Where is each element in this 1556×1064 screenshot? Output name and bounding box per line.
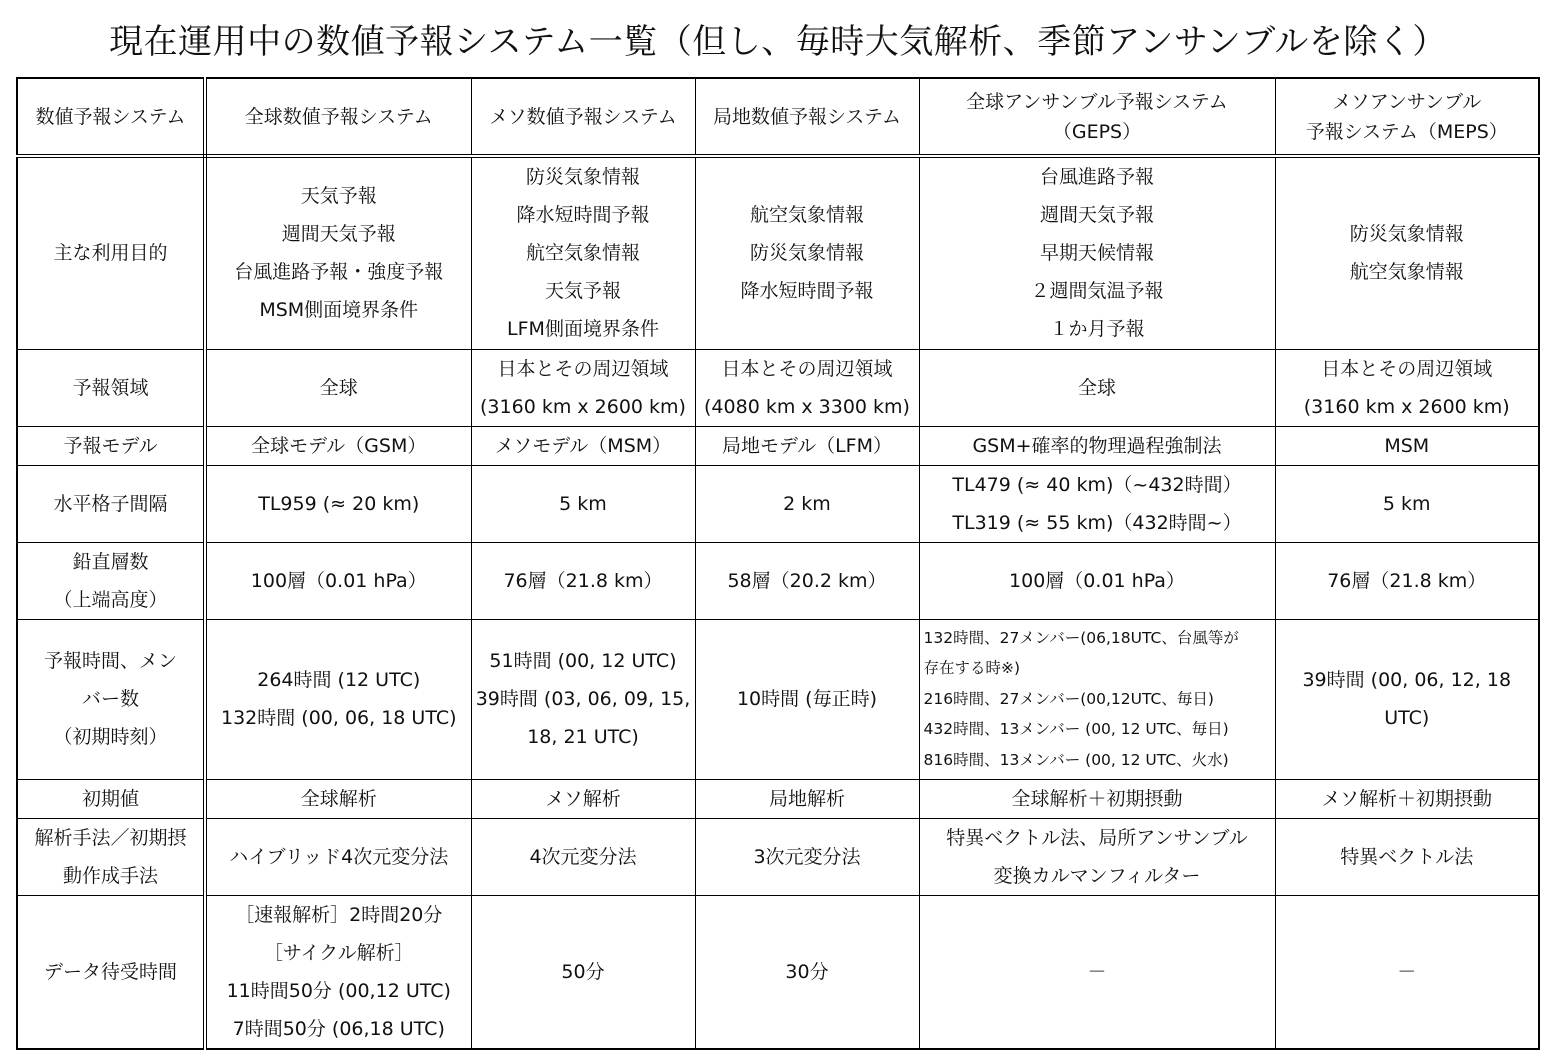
cell-meso-line: 航空気象情報 [525, 242, 640, 265]
cell-meps-line: メソ解析＋初期摂動 [1321, 787, 1492, 810]
row-label-cell [17, 895, 205, 1049]
cell-meso-line: (3160 km x 2600 km) [480, 395, 686, 418]
row-label-cell-line: 鉛直層数 [72, 550, 149, 573]
cell-meso-line: 18, 21 UTC) [527, 726, 639, 748]
cell-meso [471, 156, 695, 349]
cell-local-line: (4080 km x 3300 km) [704, 395, 910, 418]
cell-geps-line: 216時間、27メンバー(00,12UTC、毎日) [923, 689, 1214, 708]
cell-local-line: 防災気象情報 [749, 242, 864, 265]
table-row [17, 156, 1539, 349]
row-label-cell-line: 水平格子間隔 [53, 492, 168, 515]
cell-global-line: 全球解析 [300, 787, 377, 810]
cell-geps [919, 542, 1275, 619]
cell-global [205, 895, 471, 1049]
cell-local-line: 30分 [785, 960, 829, 983]
row-label-cell-line: 予報モデル [63, 434, 158, 457]
cell-geps [919, 465, 1275, 542]
cell-meso-line: 天気予報 [544, 280, 621, 303]
cell-geps-line: 早期天候情報 [1039, 242, 1154, 265]
cell-meso-line: 降水短時間予報 [516, 204, 650, 227]
cell-geps-line: 変換カルマンフィルター [993, 864, 1201, 887]
cell-geps-line: GSM+確率的物理過程強制法 [972, 434, 1222, 457]
cell-geps [919, 156, 1275, 349]
row-label-cell-line: 主な利用目的 [53, 242, 168, 265]
cell-meso [471, 465, 695, 542]
cell-geps-line: 全球解析＋初期摂動 [1011, 787, 1183, 810]
page-title: 現在運用中の数値予報システム一覧（但し、毎時大気解析、季節アンサンブルを除く） [109, 22, 1447, 62]
cell-geps-line: 台風進路予報 [1039, 166, 1154, 189]
cell-geps-line: － [1087, 960, 1107, 983]
cell-meps [1275, 895, 1539, 1049]
header-cell-global-line: 全球数値予報システム [244, 105, 433, 128]
cell-local [695, 156, 919, 349]
cell-global-line: 台風進路予報・強度予報 [234, 261, 444, 284]
cell-local-line: 58層（20.2 km） [727, 569, 887, 592]
cell-local-line: 局地解析 [768, 787, 845, 810]
row-label-cell-line: （上端高度） [53, 588, 168, 611]
cell-meps [1275, 818, 1539, 895]
cell-meso-line: 76層（21.8 km） [503, 569, 663, 592]
nwp-system-table [16, 77, 1540, 1050]
cell-meso [471, 779, 695, 818]
cell-global [205, 779, 471, 818]
cell-geps-line: 週間天気予報 [1039, 204, 1154, 227]
cell-meso-line: 日本とその周辺領域 [497, 357, 669, 380]
cell-global-line: TL959 (≈ 20 km) [258, 492, 420, 515]
row-label-cell-line: 動作成手法 [62, 864, 158, 887]
cell-geps-line: TL319 (≈ 55 km)（432時間~） [952, 511, 1242, 534]
cell-meps-line: MSM [1384, 434, 1430, 457]
cell-meps [1275, 426, 1539, 465]
cell-local-line: 10時間 (毎正時) [736, 688, 878, 710]
cell-meps-line: 5 km [1382, 492, 1431, 515]
cell-meso [471, 818, 695, 895]
header-cell-geps-line: 全球アンサンブル予報システム [966, 90, 1228, 113]
table-row [17, 818, 1539, 895]
cell-geps-line: 特異ベクトル法、局所アンサンブル [946, 826, 1248, 849]
header-cell-global [205, 78, 471, 156]
cell-meso [471, 349, 695, 426]
cell-local [695, 818, 919, 895]
cell-meps-line: 39時間 (00, 06, 12, 18 [1302, 669, 1512, 691]
row-label-cell-line: データ待受時間 [43, 960, 177, 983]
cell-meps-line: 特異ベクトル法 [1340, 845, 1474, 868]
table-row [17, 779, 1539, 818]
cell-global [205, 818, 471, 895]
table-row [17, 542, 1539, 619]
cell-meso-line: 39時間 (03, 06, 09, 15, [475, 688, 691, 710]
cell-meps-line: UTC) [1384, 707, 1430, 729]
cell-meso-line: 50分 [561, 960, 605, 983]
cell-meso-line: 5 km [559, 492, 607, 515]
cell-meso [471, 619, 695, 779]
cell-geps [919, 349, 1275, 426]
cell-meps-line: － [1397, 960, 1417, 983]
row-label-cell [17, 542, 205, 619]
cell-meps [1275, 465, 1539, 542]
cell-geps-line: 432時間、13メンバー (00, 12 UTC、毎日) [923, 720, 1229, 739]
header-cell-meps-line: 予報システム（MEPS） [1305, 120, 1508, 143]
cell-local-line: 航空気象情報 [749, 204, 864, 227]
cell-geps-line: 816時間、13メンバー (00, 12 UTC、火水) [923, 750, 1229, 769]
header-row [17, 78, 1539, 156]
cell-meso-line: 51時間 (00, 12 UTC) [489, 650, 677, 672]
cell-global-line: 全球 [319, 376, 358, 399]
header-cell-geps-line: （GEPS） [1052, 120, 1142, 143]
cell-meso [471, 426, 695, 465]
header-cell-meps-line: メソアンサンブル [1332, 90, 1482, 113]
cell-local-line: 3次元変分法 [753, 845, 861, 868]
cell-meso-line: メソモデル（MSM） [494, 434, 672, 457]
cell-geps [919, 619, 1275, 779]
table-row [17, 349, 1539, 426]
cell-meso-line: メソ解析 [545, 787, 621, 810]
cell-local [695, 542, 919, 619]
cell-geps [919, 779, 1275, 818]
cell-global-line: 264時間 (12 UTC) [257, 669, 421, 691]
cell-meps [1275, 349, 1539, 426]
cell-meps-line: 76層（21.8 km） [1327, 569, 1487, 592]
cell-meso [471, 895, 695, 1049]
cell-global-line: 132時間 (00, 06, 18 UTC) [220, 707, 457, 729]
cell-geps [919, 426, 1275, 465]
cell-meps [1275, 779, 1539, 818]
cell-meso-line: 防災気象情報 [525, 166, 640, 189]
cell-global-line: MSM側面境界条件 [259, 299, 419, 322]
cell-geps-line: 存在する時※) [923, 659, 1021, 678]
header-cell-local-line: 局地数値予報システム [712, 105, 902, 128]
table-row [17, 895, 1539, 1049]
cell-geps-line: 132時間、27メンバー(06,18UTC、台風等が [923, 628, 1239, 647]
cell-meps-line: 航空気象情報 [1349, 261, 1464, 284]
cell-geps-line: TL479 (≈ 40 km)（~432時間） [952, 473, 1242, 496]
cell-meso [471, 542, 695, 619]
row-label-cell [17, 779, 205, 818]
cell-local-line: 2 km [783, 492, 831, 515]
header-cell-local [695, 78, 919, 156]
cell-meps-line: (3160 km x 2600 km) [1303, 395, 1510, 418]
cell-geps-line: 全球 [1077, 376, 1116, 399]
cell-global [205, 542, 471, 619]
header-cell-meso-line: メソ数値予報システム [489, 105, 677, 128]
cell-global-line: ［速報解析］2時間20分 [235, 903, 443, 926]
cell-geps-line: 100層（0.01 hPa） [1009, 569, 1185, 592]
cell-meps-line: 防災気象情報 [1349, 223, 1464, 246]
table-row [17, 465, 1539, 542]
row-label-cell [17, 818, 205, 895]
row-label-cell [17, 465, 205, 542]
cell-global-line: ［サイクル解析］ [263, 941, 414, 964]
cell-global [205, 426, 471, 465]
cell-global [205, 349, 471, 426]
cell-local [695, 895, 919, 1049]
row-label-cell [17, 349, 205, 426]
cell-global-line: 11時間50分 (00,12 UTC) [226, 979, 451, 1002]
cell-global [205, 619, 471, 779]
cell-meps [1275, 156, 1539, 349]
cell-global-line: 7時間50分 (06,18 UTC) [232, 1017, 445, 1040]
cell-global-line: 100層（0.01 hPa） [250, 569, 427, 592]
cell-local [695, 779, 919, 818]
row-label-cell-line: 解析手法／初期摂 [34, 826, 187, 849]
cell-local [695, 349, 919, 426]
cell-global-line: 週間天気予報 [281, 223, 396, 246]
cell-local-line: 降水短時間予報 [740, 280, 874, 303]
cell-global [205, 465, 471, 542]
cell-local [695, 426, 919, 465]
cell-global-line: ハイブリッド4次元変分法 [229, 845, 449, 868]
cell-meps [1275, 619, 1539, 779]
header-cell-meso [471, 78, 695, 156]
cell-global-line: 天気予報 [300, 185, 377, 208]
cell-global [205, 156, 471, 349]
cell-geps [919, 895, 1275, 1049]
row-label-cell-line: 予報時間、メン [43, 650, 177, 672]
cell-meso-line: LFM側面境界条件 [507, 318, 659, 341]
cell-local-line: 日本とその周辺領域 [721, 357, 893, 380]
cell-meps [1275, 542, 1539, 619]
row-label-cell [17, 426, 205, 465]
row-label-cell-line: （初期時刻） [53, 726, 168, 748]
cell-global-line: 全球モデル（GSM） [251, 434, 427, 457]
row-label-cell [17, 619, 205, 779]
table-row [17, 426, 1539, 465]
cell-local [695, 465, 919, 542]
header-cell-geps [919, 78, 1275, 156]
cell-local [695, 619, 919, 779]
cell-geps-line: １か月予報 [1049, 318, 1145, 341]
header-label-cell [17, 78, 205, 156]
cell-local-line: 局地モデル（LFM） [722, 434, 892, 457]
row-label-cell [17, 156, 205, 349]
header-label-cell-line: 数値予報システム [35, 105, 186, 128]
cell-geps [919, 818, 1275, 895]
cell-meps-line: 日本とその周辺領域 [1321, 357, 1493, 380]
row-label-cell-line: 初期値 [81, 787, 139, 810]
cell-geps-line: ２週間気温予報 [1030, 280, 1164, 303]
row-label-cell-line: バー数 [81, 688, 139, 710]
header-cell-meps [1275, 78, 1539, 156]
table-row [17, 619, 1539, 779]
cell-meso-line: 4次元変分法 [529, 845, 637, 868]
row-label-cell-line: 予報領域 [72, 376, 149, 399]
